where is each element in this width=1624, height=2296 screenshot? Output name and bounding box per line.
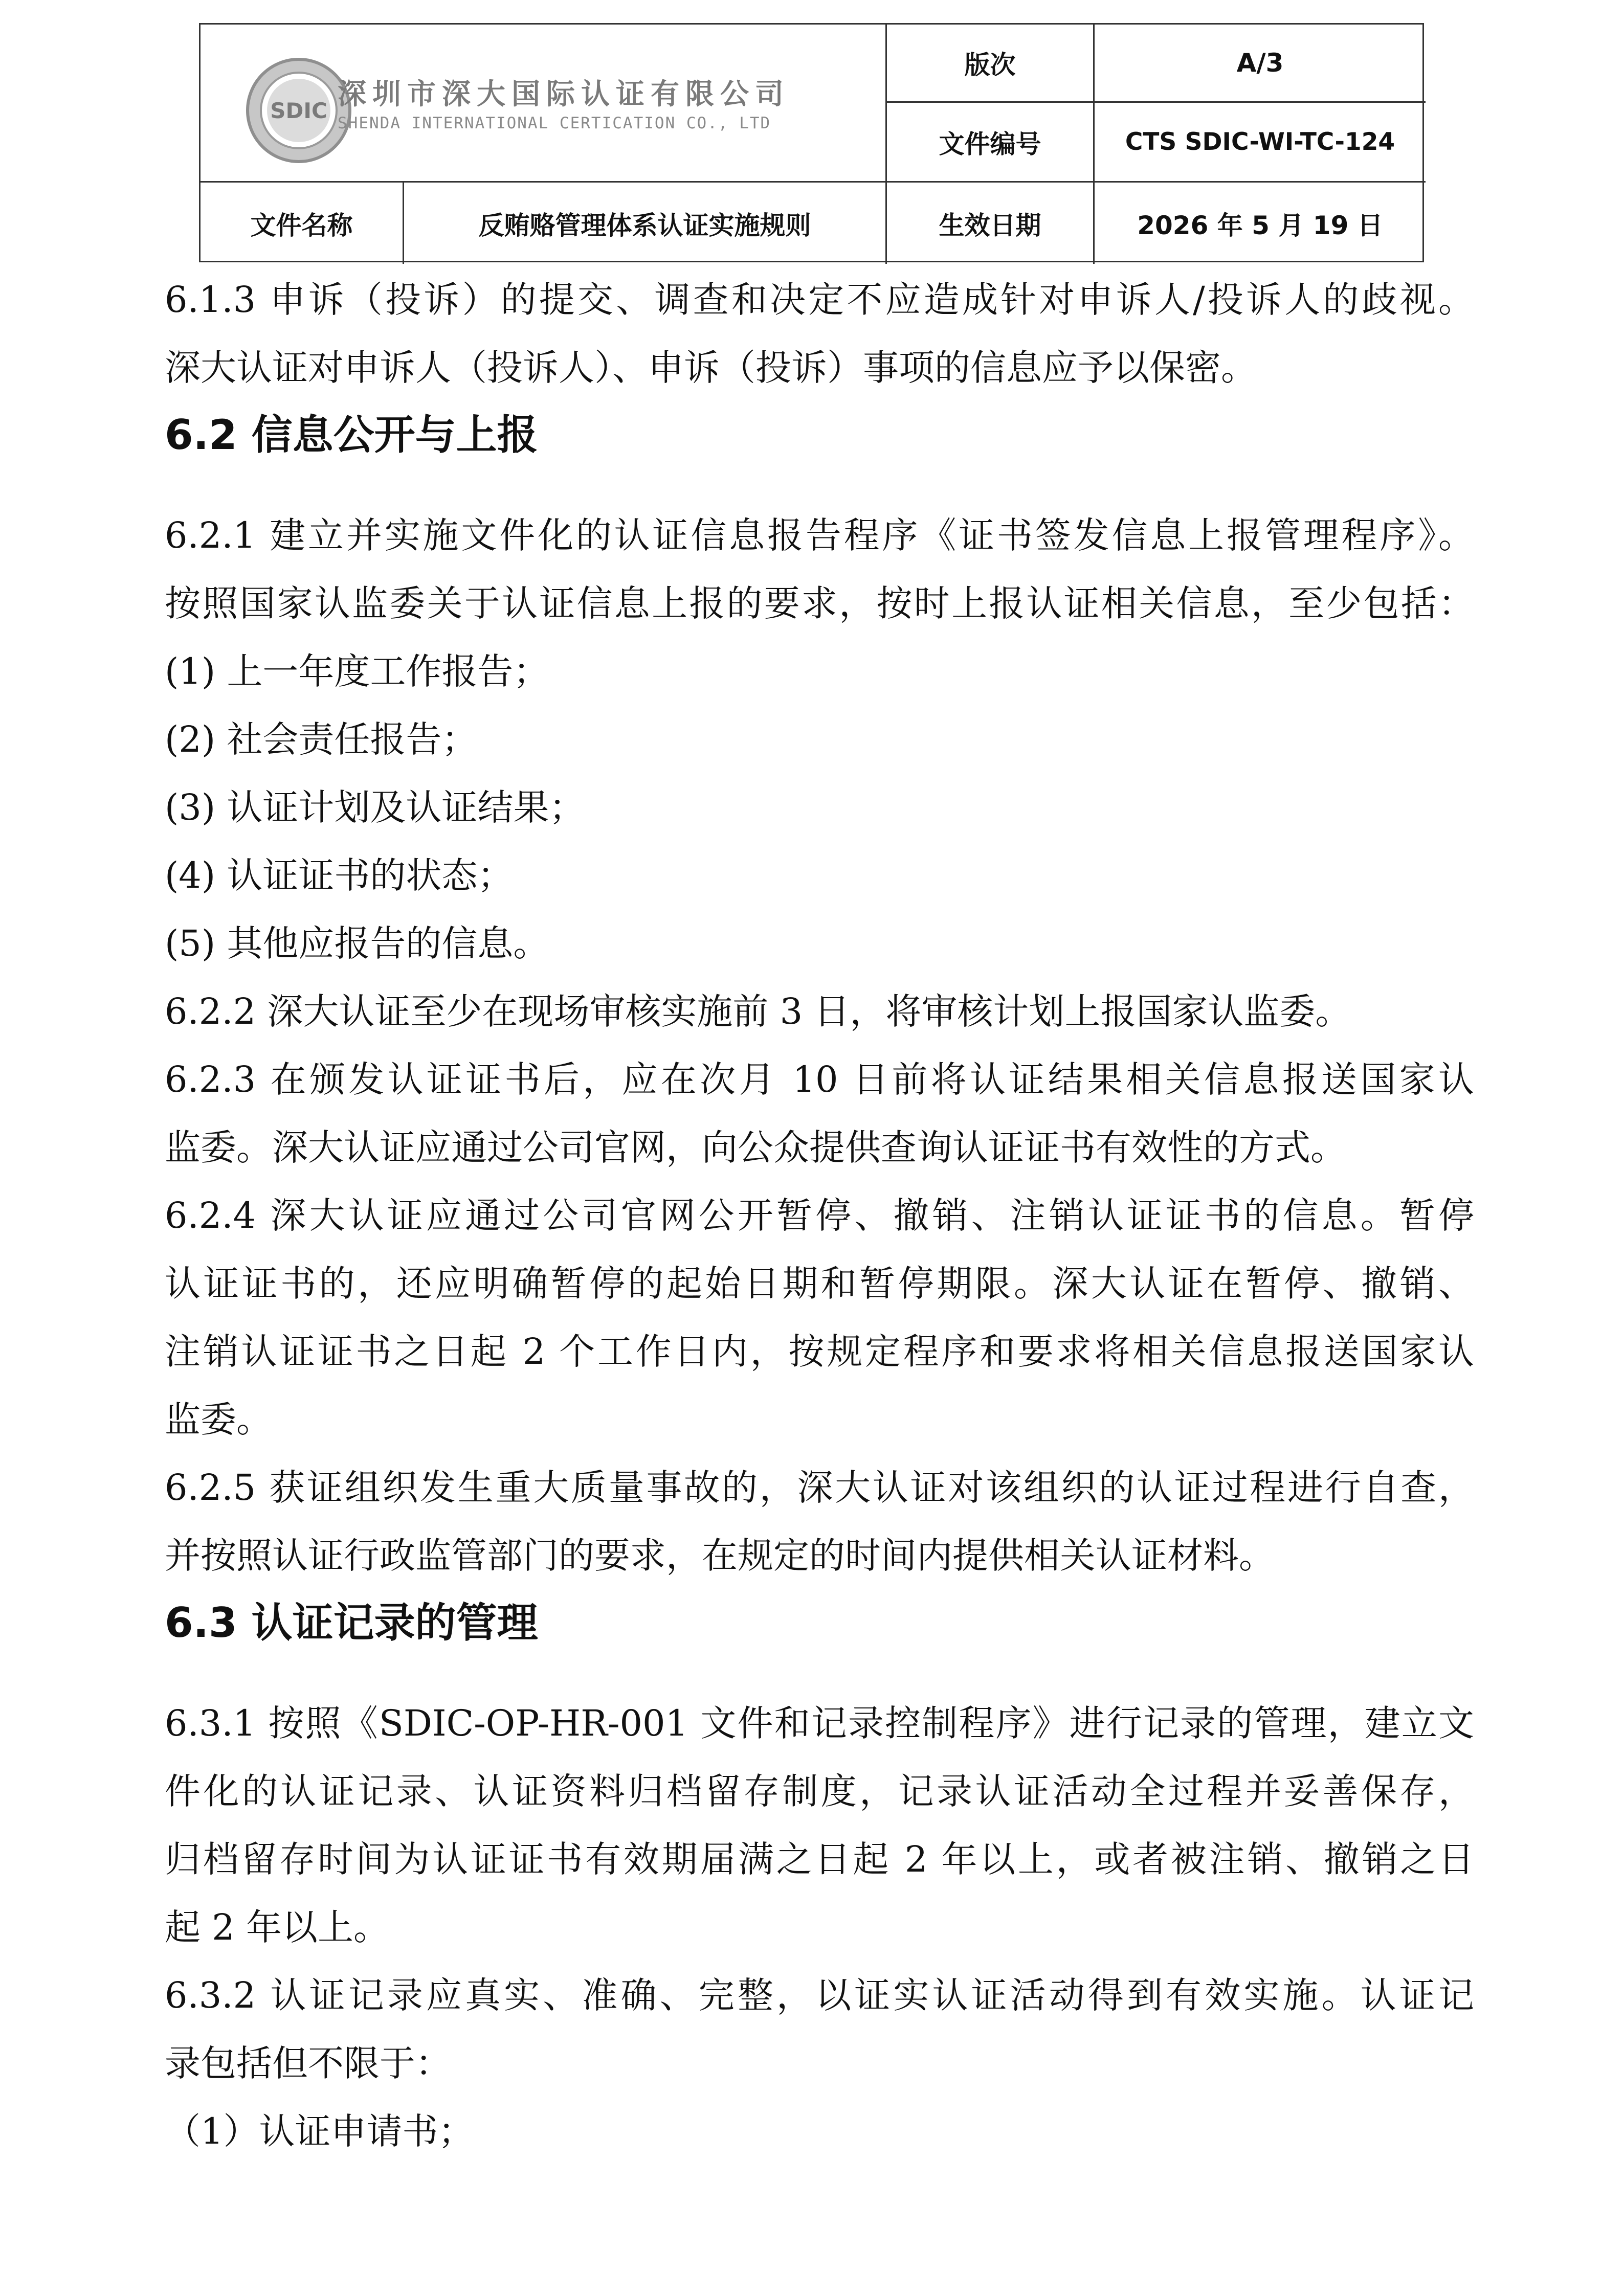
clause-6-2-1 [165,502,1474,638]
document-header-table [199,23,1424,262]
paragraph-line: 并按照认证行政监管部门的要求，在规定的时间内提供相关认证材料。 [165,1535,1275,1577]
section-heading-6-3: 6.3 认证记录的管理 [165,1599,538,1647]
paragraph-line: 6.1.3 申诉（投诉）的提交、调查和决定不应造成针对申诉人/投诉人的歧视。 [165,279,1474,321]
company-name-cn: 深圳市深大国际认证有限公司 [338,77,790,111]
clause-6-2-5 [165,1454,1474,1590]
clause-6-1-3 [165,266,1474,402]
version-value: A/3 [1236,48,1284,78]
doc-name-value: 反贿赂管理体系认证实施规则 [478,210,811,240]
doc-name-label: 文件名称 [250,210,353,240]
paragraph-line: 6.2.3 在颁发认证证书后，应在次月 10 日前将认证结果相关信息报送国家认 [165,1059,1474,1100]
paragraph-line: 6.3.1 按照《SDIC-OP-HR-001 文件和记录控制程序》进行记录的管理，建立文 [165,1702,1474,1744]
list-item: (3) 认证计划及认证结果； [165,786,585,828]
clause-6-3-1 [165,1690,1474,1962]
paragraph-line: 注销认证证书之日起 2 个工作日内，按规定程序和要求将相关信息报送国家认 [165,1331,1474,1372]
paragraph-line: 6.2.1 建立并实施文件化的认证信息报告程序《证书签发信息上报管理程序》。 [165,514,1474,556]
paragraph-line: 按照国家认监委关于认证信息上报的要求，按时上报认证相关信息，至少包括： [165,582,1474,624]
list-item: (1) 上一年度工作报告； [165,650,549,692]
paragraph-line: 深大认证对申诉人（投诉人）、申诉（投诉）事项的信息应予以保密。 [165,347,1257,389]
list-6-3-2 [165,2098,1474,2166]
list-item: (2) 社会责任报告； [165,718,478,760]
version-label: 版次 [964,50,1016,80]
list-6-2-1 [165,638,1474,978]
paragraph-line: 监委。 [165,1399,272,1440]
company-logo [244,56,353,165]
paragraph-line: 件化的认证记录、认证资料归档留存制度，记录认证活动全过程并妥善保存， [165,1770,1474,1812]
paragraph-line: 认证证书的，还应明确暂停的起始日期和暂停期限。深大认证在暂停、撤销、 [165,1263,1474,1304]
svg-text:SDIC: SDIC [270,98,327,123]
doc-number-value: CTS SDIC-WI-TC-124 [1125,128,1395,156]
clause-6-2-2: 6.2.2 深大认证至少在现场审核实施前 3 日，将审核计划上报国家认监委。 [165,991,1351,1032]
paragraph-line: 起 2 年以上。 [165,1906,390,1948]
paragraph-line: 6.3.2 认证记录应真实、准确、完整，以证实认证活动得到有效实施。认证记 [165,1974,1474,2016]
effective-date-value: 2026 年 5 月 19 日 [1137,210,1383,240]
list-item: (5) 其他应报告的信息。 [165,922,549,964]
paragraph-line: 归档留存时间为认证证书有效期届满之日起 2 年以上，或者被注销、撤销之日 [165,1838,1474,1880]
clause-6-2-4 [165,1182,1474,1454]
clause-6-2-3 [165,1046,1474,1182]
paragraph-line: 录包括但不限于： [165,2042,451,2084]
company-name-en: SHENDA INTERNATIONAL CERTICATION CO., LTD [338,114,771,132]
paragraph-line: 6.2.5 获证组织发生重大质量事故的，深大认证对该组织的认证过程进行自查， [165,1467,1474,1509]
document-body [165,266,1474,2166]
paragraph-line: 监委。深大认证应通过公司官网，向公众提供查询认证证书有效性的方式。 [165,1127,1346,1168]
list-item: (4) 认证证书的状态； [165,854,514,896]
effective-date-label: 生效日期 [939,210,1041,240]
section-heading-6-2: 6.2 信息公开与上报 [165,411,538,459]
doc-number-label: 文件编号 [939,129,1041,159]
clause-6-3-2 [165,1962,1474,2098]
list-item: （1）认证申请书； [165,2110,474,2152]
paragraph-line: 6.2.4 深大认证应通过公司官网公开暂停、撤销、注销认证证书的信息。暂停 [165,1195,1474,1236]
